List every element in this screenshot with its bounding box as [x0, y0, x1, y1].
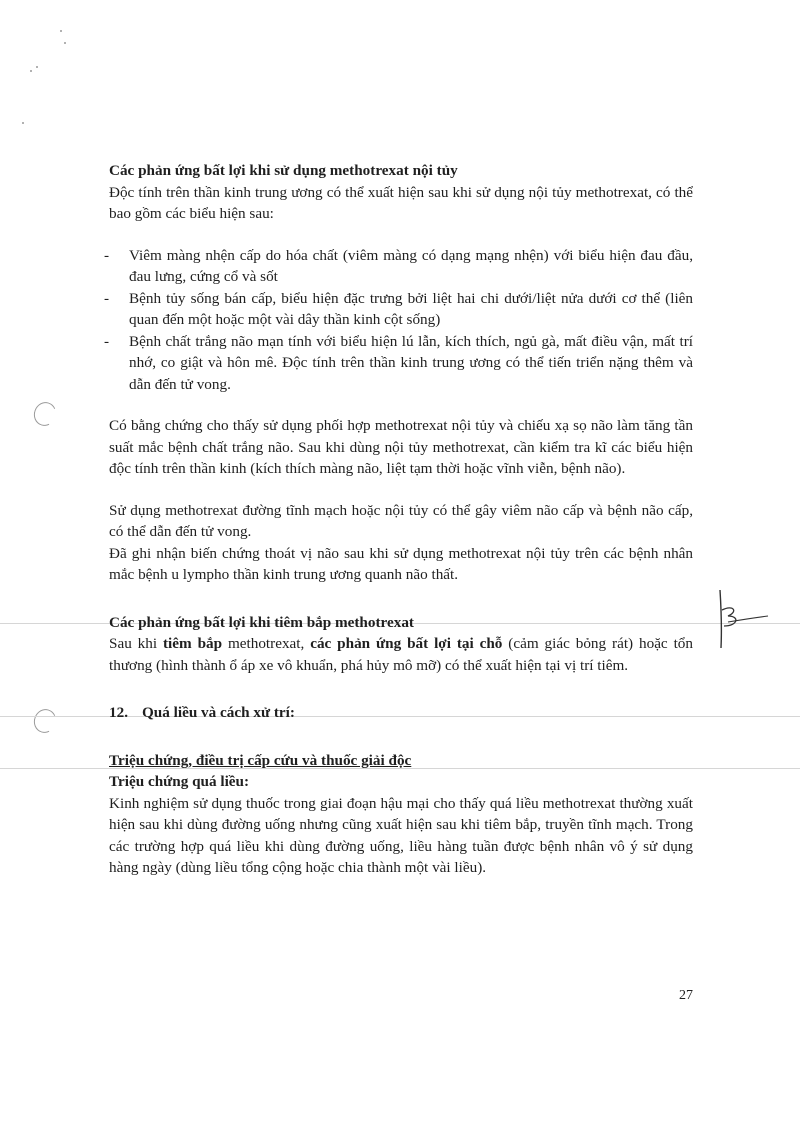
paragraph: Sử dụng methotrexat đường tĩnh mạch hoặc nội tủy có thể gây viêm não cấp và bệnh não cấp, có thể dẫn đến tử vong. — [109, 501, 693, 540]
punch-hole-mark — [31, 706, 60, 736]
scan-speck — [30, 70, 32, 72]
paragraph: Đã ghi nhận biến chứng thoát vị não sau khi sử dụng methotrexat nội tủy trên các bệnh nhân mắc bệnh u lympho thần kinh trung ương quanh não thất. — [109, 544, 693, 583]
document-body — [109, 160, 693, 879]
page-number: 27 — [679, 988, 693, 1003]
list-item: - Bệnh chất trắng não mạn tính với biểu hiện lú lẫn, kích thích, ngủ gà, mất điều vận, mất trí nhớ, co giật và hôn mê. Độc tính trên thần kinh trung ương có thể tiến triển nặng thêm và dẫn đến tử vong. — [109, 331, 693, 396]
scan-speck — [22, 122, 24, 124]
subsection-heading: Triệu chứng, điều trị cấp cứu và thuốc giải độc — [109, 751, 412, 769]
section-12-heading — [109, 702, 693, 724]
list-item: - Viêm màng nhện cấp do hóa chất (viêm màng có dạng mạng nhện) với biểu hiện đau đầu, đau lưng, cứng cổ và sốt — [109, 245, 693, 288]
symptoms-heading: Triệu chứng quá liều: — [109, 773, 250, 790]
intro-paragraph: Độc tính trên thần kinh trung ương có thể xuất hiện sau khi sử dụng nội tủy methotrexat, có thể bao gồm các biểu hiện sau: — [109, 183, 693, 222]
section-number: 12. — [109, 704, 128, 721]
symptom-list — [109, 245, 693, 396]
section-title: Quá liều và cách xử trí: — [141, 704, 295, 721]
handwritten-initials — [712, 586, 772, 650]
scan-speck — [36, 66, 38, 68]
punch-hole-mark — [31, 399, 60, 429]
paragraph: Có bằng chứng cho thấy sử dụng phối hợp methotrexat nội tủy và chiếu xạ sọ não làm tăng tần suất mắc bệnh chất trắng não. Sau khi dùng nội tủy methotrexat, cần kiểm tra kĩ các biểu hiện độc tính trên thần kinh (kích thích màng não, liệt tạm thời hoặc vĩnh viễn, bệnh não). — [109, 417, 693, 477]
list-item: - Bệnh tủy sống bán cấp, biểu hiện đặc trưng bởi liệt hai chi dưới/liệt nửa dưới cơ thể (liên quan đến một hoặc một vài dây thần kinh cột sống) — [109, 288, 693, 331]
section-heading-intrathecal: Các phản ứng bất lợi khi sử dụng methotrexat nội tủy — [109, 162, 458, 179]
scan-speck — [64, 42, 66, 44]
symptoms-paragraph: Kinh nghiệm sử dụng thuốc trong giai đoạn hậu mại cho thấy quá liều methotrexat thường xuất hiện sau khi dùng đường uống nhưng cũng xuất hiện sau khi tiêm bắp, truyền tĩnh mạch. Trong các trường hợp quá liều khi dùng đường uống, liều hàng tuần được bệnh nhân vô ý sử dụng hàng ngày (dùng liều tổng cộng hoặc chia thành một vài liều). — [109, 794, 693, 876]
section-heading-im: Các phản ứng bất lợi khi tiêm bắp methotrexat — [109, 613, 414, 631]
im-paragraph: Sau khi tiêm bắp methotrexat, các phản ứng bất lợi tại chỗ (cảm giác bỏng rát) hoặc tổn thương (hình thành ổ áp xe vô khuẩn, phá hủy mô mỡ) có thể xuất hiện tại vị trí tiêm. — [109, 635, 693, 674]
scan-speck — [60, 30, 62, 32]
